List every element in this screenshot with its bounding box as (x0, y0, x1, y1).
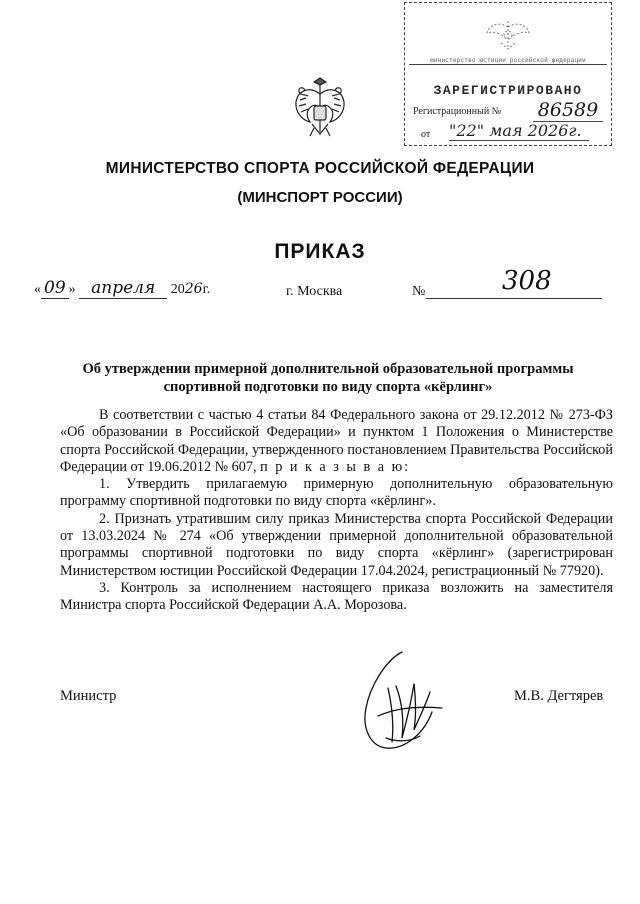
item-2: 2. Признать утратившим силу приказ Министерства спорта Российской Федерации от 13.03.2024 № 274 «Об утверждении примерной дополнительной образовательной программы спортивной подготовки по виду спорта «кёрлинг» (зарегистрирован Министерством юстиции Российской Федерации 17.04.2024, регистрационный № 77920). (60, 510, 613, 579)
order-month: апреля (79, 278, 167, 299)
ministry-heading: МИНИСТЕРСТВО СПОРТА РОССИЙСКОЙ ФЕДЕРАЦИИ (105, 160, 535, 177)
signatory-title: Министр (60, 688, 117, 704)
document-type-title: ПРИКАЗ (274, 240, 366, 263)
order-number-label: № (412, 284, 426, 299)
stamp-registered-label: ЗАРЕГИСТРИРОВАНО (433, 83, 583, 98)
order-year-suffix: г. (202, 282, 211, 297)
preamble-text: В соответствии с частью 4 статьи 84 Федерального закона от 29.12.2012 № 273-ФЗ «Об образовании в Российской Федерации» и пунктом 1 Положения о Министерстве спорта Российской Федерации, утвержденного постановлением Правительства Российской Федерации от 19.06.2012 № 607, (60, 407, 613, 475)
stamp-date-value: "22" мая 2026г. (449, 121, 589, 141)
order-details-row (34, 266, 614, 304)
preamble-paragraph (60, 407, 613, 476)
registration-stamp (404, 2, 612, 146)
eagle-emblem-icon (483, 17, 533, 53)
order-date (34, 278, 210, 298)
stamp-date-prefix: от (421, 129, 431, 140)
order-body (60, 407, 613, 615)
stamp-ministry-line: министерство юстиции российской федерации (409, 57, 607, 65)
order-date-open: « (34, 282, 41, 297)
order-day: 09 (41, 278, 69, 299)
stamp-reg-number: 86589 (533, 99, 603, 122)
ministry-short-heading: (МИНСПОРТ РОССИИ) (237, 189, 403, 206)
order-number: 308 (502, 266, 552, 296)
order-subject: Об утверждении примерной дополнительной образовательной программы спортивной подготовки по виду спорта «кёрлинг» (82, 361, 574, 395)
stamp-reg-label: Регистрационный № (413, 106, 502, 117)
order-city: г. Москва (286, 284, 343, 299)
order-year-hand: 26 (184, 281, 203, 297)
signatory-name: М.В. Дегтярев (514, 688, 604, 704)
item-1: 1. Утвердить прилагаемую примерную дополнительную образовательную программу спортивной подготовки по виду спорта «кёрлинг». (60, 476, 613, 510)
order-number-line (426, 298, 602, 299)
order-word: п р и к а з ы в а ю: (260, 458, 411, 475)
coat-of-arms-icon (292, 76, 348, 140)
item-3: 3. Контроль за исполнением настоящего приказа возложить на заместителя Министра спорта Российской Федерации А.А. Морозова. (60, 579, 613, 614)
order-date-mid: » (68, 282, 76, 297)
handwritten-signature-icon (356, 646, 448, 756)
order-year: 20 (170, 282, 185, 297)
